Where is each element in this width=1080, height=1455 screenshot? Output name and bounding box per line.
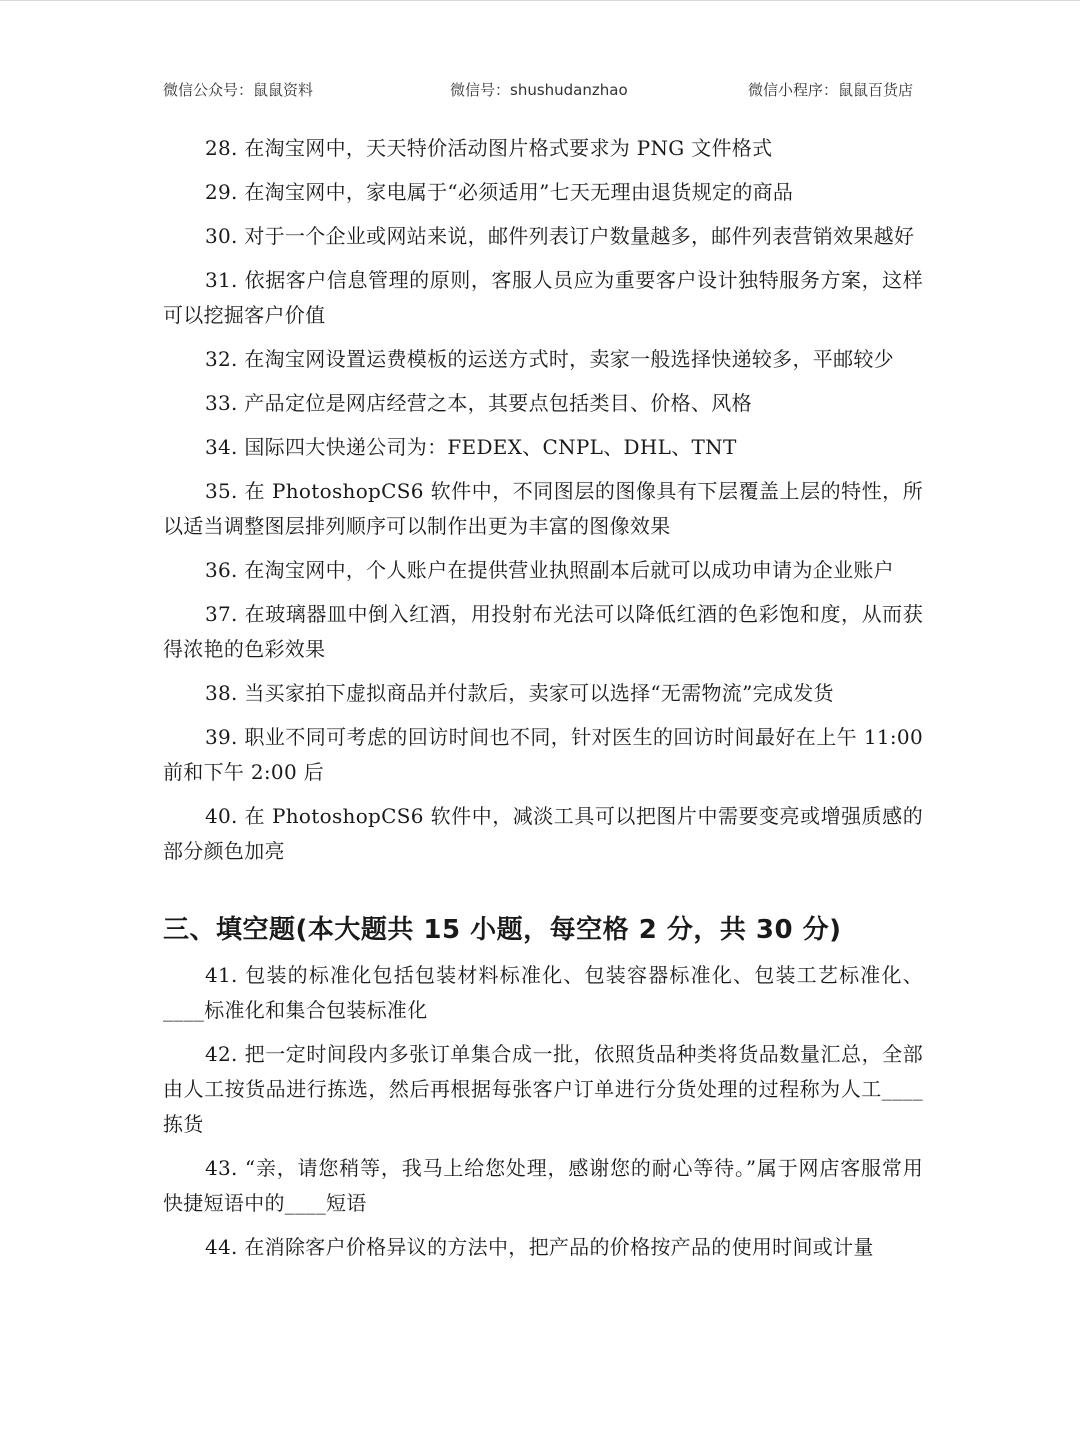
question-33: 33. 产品定位是网店经营之本，其要点包括类目、价格、风格 xyxy=(205,391,752,415)
question-31: 31. 依据客户信息管理的原则，客服人员应为重要客户设计独特服务方案，这样可以挖掘客户价值 xyxy=(163,268,923,327)
question-40: 40. 在 PhotoshopCS6 软件中，减淡工具可以把图片中需要变亮或增强质感的部分颜色加亮 xyxy=(163,804,923,863)
question-30: 30. 对于一个企业或网站来说，邮件列表订户数量越多，邮件列表营销效果越好 xyxy=(205,224,915,248)
header-mini-program: 微信小程序：鼠鼠百货店 xyxy=(747,81,913,99)
question-29: 29. 在淘宝网中，家电属于“必须适用”七天无理由退货规定的商品 xyxy=(205,180,794,204)
question-41: 41. 包装的标准化包括包装材料标准化、包装容器标准化、包装工艺标准化、____标准化和集合包装标准化 xyxy=(163,963,923,1022)
section-title-fill-in-blank: 三、填空题(本大题共 15 小题，每空格 2 分，共 30 分) xyxy=(163,915,842,945)
header-wechat-account: 微信公众号：鼠鼠资料 xyxy=(163,81,314,99)
question-42: 42. 把一定时间段内多张订单集合成一批，依照货品种类将货品数量汇总，全部由人工按货品进行拣选，然后再根据每张客户订单进行分货处理的过程称为人工____拣货 xyxy=(163,1042,923,1136)
question-37: 37. 在玻璃器皿中倒入红酒，用投射布光法可以降低红酒的色彩饱和度，从而获得浓艳的色彩效果 xyxy=(163,602,923,661)
question-43: 43. “亲，请您稍等，我马上给您处理，感谢您的耐心等待。”属于网店客服常用快捷短语中的____短语 xyxy=(163,1156,923,1215)
question-34: 34. 国际四大快递公司为：FEDEX、CNPL、DHL、TNT xyxy=(205,435,737,459)
question-35: 35. 在 PhotoshopCS6 软件中，不同图层的图像具有下层覆盖上层的特性，所以适当调整图层排列顺序可以制作出更为丰富的图像效果 xyxy=(163,479,923,538)
question-44: 44. 在消除客户价格异议的方法中，把产品的价格按产品的使用时间或计量 xyxy=(205,1235,874,1259)
header-wechat-id: 微信号：shushudanzhao xyxy=(450,81,628,99)
document-body xyxy=(163,131,923,1274)
question-39: 39. 职业不同可考虑的回访时间也不同，针对医生的回访时间最好在上午 11:00 前和下午 2:00 后 xyxy=(163,725,923,784)
question-32: 32. 在淘宝网设置运费模板的运送方式时，卖家一般选择快递较多，平邮较少 xyxy=(205,347,894,371)
question-38: 38. 当买家拍下虚拟商品并付款后，卖家可以选择“无需物流”完成发货 xyxy=(205,681,834,705)
question-36: 36. 在淘宝网中，个人账户在提供营业执照副本后就可以成功申请为企业账户 xyxy=(205,558,894,582)
top-border xyxy=(0,0,1080,1)
question-28: 28. 在淘宝网中，天天特价活动图片格式要求为 PNG 文件格式 xyxy=(205,136,773,160)
page-header xyxy=(163,79,913,103)
